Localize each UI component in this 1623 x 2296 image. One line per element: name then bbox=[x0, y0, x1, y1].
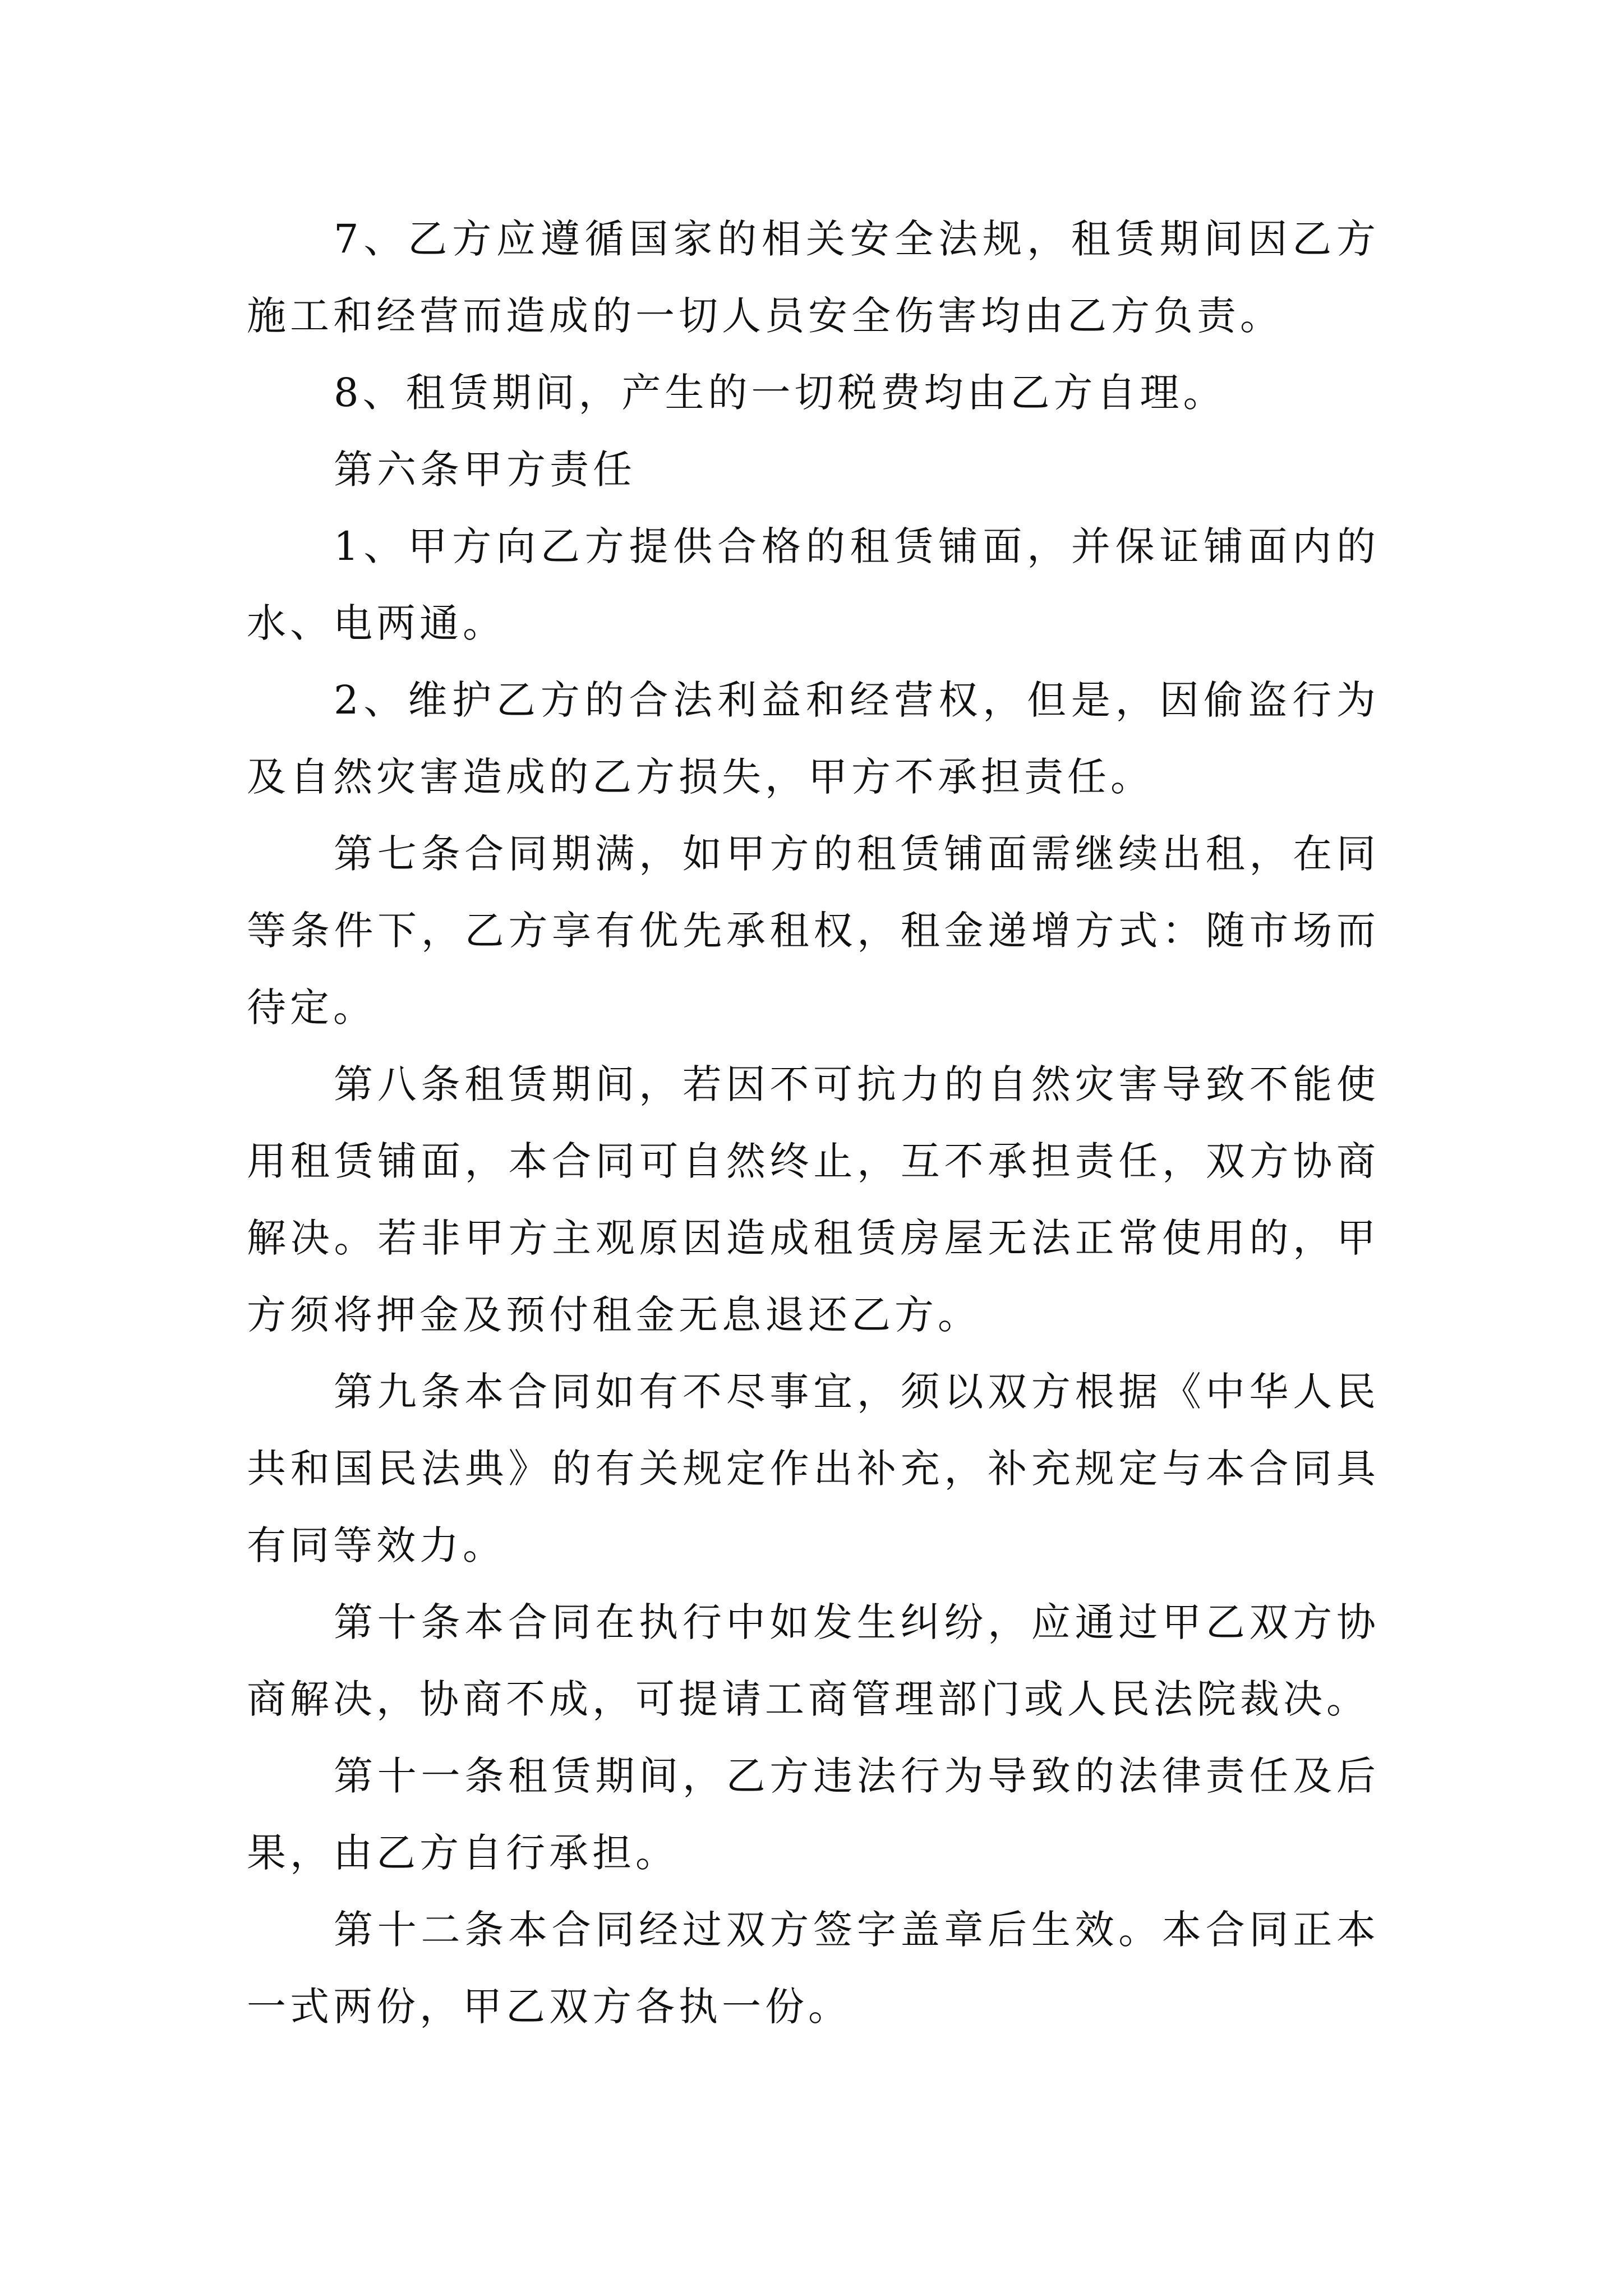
article-8: 第八条租赁期间，若因不可抗力的自然灾害导致不能使用租赁铺面，本合同可自然终止，互不承担责任，双方协商解决。若非甲方主观原因造成租赁房屋无法正常使用的，甲方须将押金及预付租金无息退还乙方。 bbox=[247, 1061, 1380, 1338]
article-6-item-2: 2、维护乙方的合法利益和经营权，但是，因偷盗行为及自然灾害造成的乙方损失，甲方不承担责任。 bbox=[247, 677, 1380, 800]
document-body bbox=[247, 201, 1380, 2045]
article-7: 第七条合同期满，如甲方的租赁铺面需继续出租，在同等条件下，乙方享有优先承租权，租金递增方式：随市场而待定。 bbox=[247, 831, 1380, 1030]
article-12: 第十二条本合同经过双方签字盖章后生效。本合同正本一式两份，甲乙双方各执一份。 bbox=[247, 1907, 1380, 2030]
article-11: 第十一条租赁期间，乙方违法行为导致的法律责任及后果，由乙方自行承担。 bbox=[247, 1753, 1380, 1876]
clause-8-taxes: 8、租赁期间，产生的一切税费均由乙方自理。 bbox=[334, 370, 1227, 416]
clause-7-safety: 7、乙方应遵循国家的相关安全法规，租赁期间因乙方施工和经营而造成的一切人员安全伤害均由乙方负责。 bbox=[247, 216, 1380, 339]
article-9: 第九条本合同如有不尽事宜，须以双方根据《中华人民共和国民法典》的有关规定作出补充，补充规定与本合同具有同等效力。 bbox=[247, 1369, 1380, 1568]
article-6-heading: 第六条甲方责任 bbox=[334, 447, 636, 493]
article-10: 第十条本合同在执行中如发生纠纷，应通过甲乙双方协商解决，协商不成，可提请工商管理部门或人民法院裁决。 bbox=[247, 1599, 1380, 1722]
article-6-item-1: 1、甲方向乙方提供合格的租赁铺面，并保证铺面内的水、电两通。 bbox=[247, 523, 1380, 646]
